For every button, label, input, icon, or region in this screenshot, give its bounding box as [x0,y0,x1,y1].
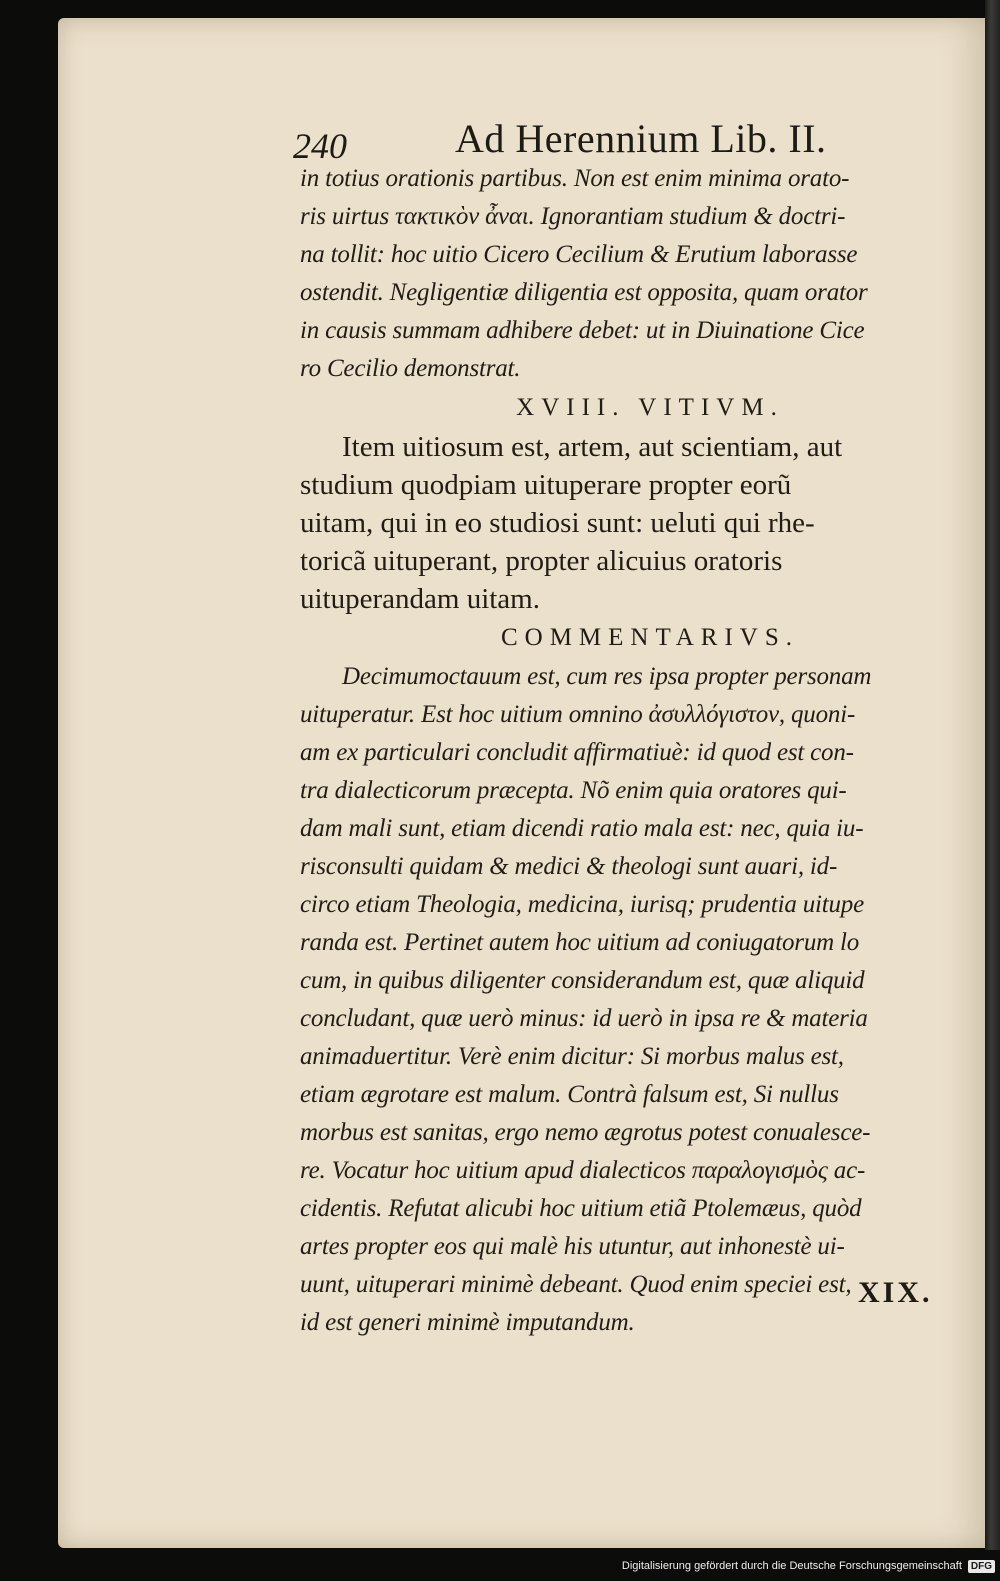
text-line: ro Cecilio demonstrat. [300,355,521,382]
text-line: uitam, qui in eo studiosi sunt: ueluti qui rhe- [300,507,815,539]
section-heading: XVIII. VITIVM. [516,394,784,421]
text-line: risconsulti quidam & medici & theologi sunt auari, id- [300,853,838,880]
text-line: na tollit: hoc uitio Cicero Cecilium & Erutium laborasse [300,241,858,268]
scan-edge [985,0,1000,1550]
body-text [300,160,940,1342]
text-line: uituperandam uitam. [300,583,540,615]
text-line: cum, in quibus diligenter considerandum est, quæ aliquid [300,967,865,994]
text-line: id est generi minimè imputandum. [300,1309,635,1336]
text-line: artes propter eos qui malè his utuntur, aut inhonestè ui- [300,1233,845,1260]
text-line: concludant, quæ uerò minus: id uerò in ipsa re & materia [300,1005,868,1032]
text-line: re. Vocatur hoc uitium apud dialecticos παραλογισμὸς ac- [300,1157,866,1184]
text-line: am ex particulari concludit affirmatiuè: id quod est con- [300,739,854,766]
running-head: Ad Herennium Lib. II. [455,116,827,161]
text-line: randa est. Pertinet autem hoc uitium ad coniugatorum lo [300,929,860,956]
page-header [293,115,853,166]
text-line: Item uitiosum est, artem, aut scientiam, aut [342,431,843,463]
digitization-footer [600,1557,995,1575]
text-line: ostendit. Negligentiæ diligentia est opposita, quam orator [300,279,868,306]
text-line: animaduertitur. Verè enim dicitur: Si morbus malus est, [300,1043,844,1070]
section-heading: COMMENTARIVS. [500,624,800,651]
text-line: uunt, uituperari minimè debeant. Quod enim speciei est, [300,1271,852,1298]
text-line: cidentis. Refutat alicubi hoc uitium etiã Ptolemæus, quòd [300,1195,862,1222]
text-line: circo etiam Theologia, medicina, iurisq; prudentia uitupe [300,891,864,918]
text-line: etiam ægrotare est malum. Contrà falsum est, Si nullus [300,1081,839,1108]
text-line: in causis summam adhibere debet: ut in Diuinatione Cice [300,317,865,344]
credit-text: Digitalisierung gefördert durch die Deutsche Forschungsgemeinschaft [621,1560,962,1572]
dfg-logo: DFG [968,1560,995,1573]
text-line: morbus est sanitas, ergo nemo ægrotus potest conualesce- [300,1119,871,1146]
text-line: toricã uituperant, propter alicuius oratoris [300,545,783,577]
catchword: XIX. [858,1276,933,1309]
text-line: Decimumoctauum est, cum res ipsa propter personam [342,663,872,690]
text-line: ris uirtus τακτικὸν ἆναι. Ignorantiam studium & doctri- [300,203,846,230]
text-line: tra dialecticorum præcepta. Nõ enim quia oratores qui- [300,777,847,804]
text-line: uituperatur. Est hoc uitium omnino ἀσυλλόγιστον, quoni- [300,701,856,728]
page-number: 240 [293,126,347,166]
text-line: dam mali sunt, etiam dicendi ratio mala est: nec, quia iu- [300,815,864,842]
text-line: studium quodpiam uituperare propter eorũ [300,469,792,501]
text-line: in totius orationis partibus. Non est enim minima orato- [300,165,850,192]
